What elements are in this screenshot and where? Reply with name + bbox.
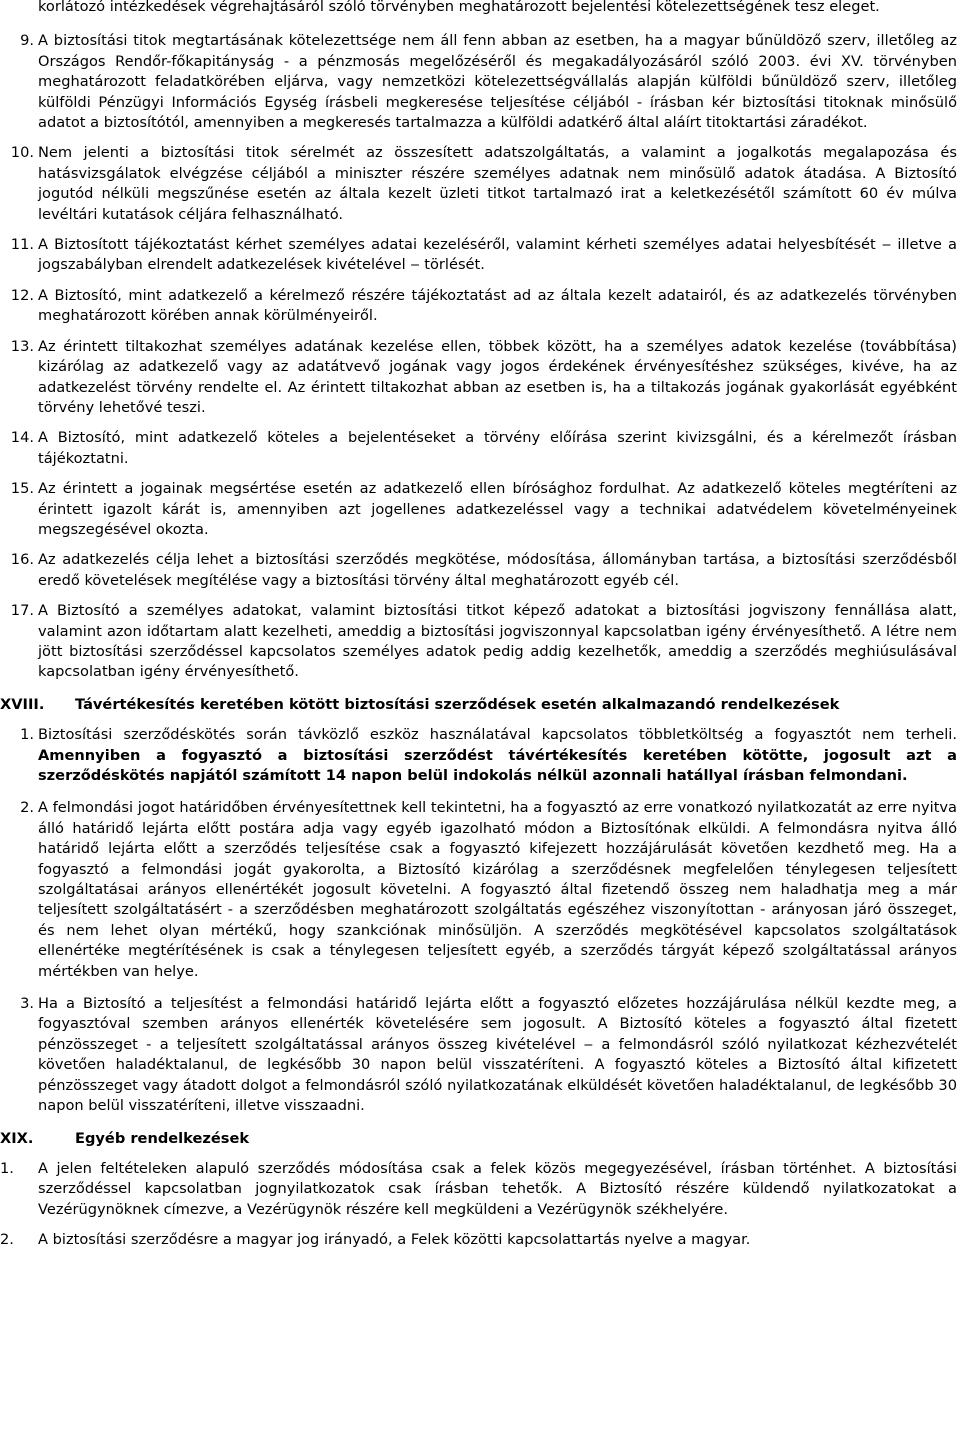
item-number: 2.: [20, 799, 34, 817]
item-number: 12.: [10, 286, 34, 304]
section-number: XVIII.: [0, 695, 45, 713]
section-number: XIX.: [0, 1129, 34, 1147]
section-title: Távértékesítés keretében kötött biztosítási szerződések esetén alkalmazandó rendelkezések: [75, 695, 840, 713]
item-number: 10.: [10, 144, 34, 162]
list-item: [0, 31, 957, 133]
list-item: [0, 1230, 957, 1250]
item-text: Az érintett tiltakozhat személyes adatának kezelése ellen, többek között, ha a személyes adatok kezelése (továbbítása) kizárólag az adatkezelő vagy az adatátvevő jogának vagy jogos érdekének érvényesítéshez szükséges, kivéve, ha az adatkezelést törvény rendelte el. Az érintett tiltakozhat abban az esetben is, ha a tiltakozás jogának gyakorlását egyébként törvény lehetővé teszi.: [38, 337, 957, 416]
item-number: 2.: [0, 1231, 14, 1249]
list-item: [0, 550, 957, 591]
item-number: 9.: [20, 32, 34, 50]
item-text: A Biztosító, mint adatkezelő köteles a bejelentéseket a törvény előírása szerint kivizsgálni, és a kérelmezőt írásban tájékoztatni.: [38, 429, 957, 467]
item-text: A biztosítási szerződésre a magyar jog irányadó, a Felek közötti kapcsolattartás nyelve a magyar.: [38, 1231, 751, 1249]
list-item: [0, 479, 957, 540]
section-heading: [0, 695, 957, 715]
item-number: 16.: [10, 551, 34, 569]
item-text-bold: Amennyiben a fogyasztó a biztosítási szerződést távértékesítés keretében kötötte, jogosult azt a szerződéskötés napjától számított 14 napon belül indokolás nélkül azonnali hatállyal írásban felmondani.: [38, 746, 957, 784]
item-text: A felmondási jogot határidőben érvényesítettnek kell tekintetni, ha a fogyasztó az erre vonatkozó nyilatkozatát az erre nyitva álló határidő lejárta előtt postára adja vagy egyéb igazolható módon a Biztosítónak elküldi. A felmondásra nyitva álló határidő lejárta előtt a szerződés teljesítése csak a fogyasztó kifejezett hozzájárulását követően kezdhető meg. Ha a fogyasztó a felmondási jogát gyakorolta, a Biztosító kizárólag a szerződésnek megfelelően ténylegesen teljesített szolgáltatásai arányos ellenértékét jogosult követelni. A fogyasztó által fizetendő összeg nem haladhatja meg a már teljesített szolgáltatásért - a szerződésben meghatározott szolgáltatás egészéhez viszonyítottan - arányosan járó összeget, és nem lehet olyan mértékű, hogy szankciónak minősüljön. A szerződés megkötésével kapcsolatos szolgáltatások ellenértéke megtérítésének is csak a ténylegesen teljesített egyéb, a szerződés tárgyát képező szolgáltatással arányos mértékben van helye.: [38, 799, 957, 980]
item-text: A Biztosító, mint adatkezelő a kérelmező részére tájékoztatást ad az általa kezelt adatairól, és az adatkezelés törvényben meghatározott körében annak körülményeiről.: [38, 286, 957, 325]
list-item: [0, 143, 957, 225]
item-text: [38, 725, 957, 786]
item-text: A jelen feltételeken alapuló szerződés módosítása csak a felek közös megegyezésével, írásban történhet. A biztosítási szerződéssel kapcsolatban jognyilatkozatok csak írásban tehetők. A Biztosító részére küldendő nyilatkozatokat a Vezérügynöknek címezve, a Vezérügynök részére kell megküldeni a Vezérügynök székhelyére.: [38, 1159, 957, 1218]
intro-paragraph: [0, 0, 957, 17]
item-number: 1.: [0, 1159, 14, 1177]
item-text: A biztosítási titok megtartásának kötelezettsége nem áll fenn abban az esetben, ha a magyar bűnüldöző szerv, illetőleg az Országos Rendőr-főkapitányság - a pénzmosás megelőzéséről és megakadályozásáról szóló 2003. évi XV. törvényben meghatározott feladatkörében eljárva, vagy nemzetközi kötelezettségvállalás alapján külföldi bűnüldöző szerv, illetőleg külföldi Pénzügyi Információs Egység írásbeli megkeresése teljesítése céljából - írásban kér biztosítási titoknak minősülő adatot a biztosítótól, amennyiben a megkeresés tartalmazza a külföldi adatkérő által aláírt titoktartási záradékot.: [38, 32, 957, 132]
item-text: Nem jelenti a biztosítási titok sérelmét az összesített adatszolgáltatás, a valamint a jogalkotás megalapozása és hatásvizsgálatok elvégzése céljából a miniszter részére személyes adatnak nem minősülő adatok átadása. A Biztosító jogutód nélküli megszűnése esetén az általa kezelt üzleti titkot tartalmazó irat a keletkezésétől számított 60 év múlva levéltári kutatások céljára felhasználható.: [38, 144, 957, 223]
list-item: [0, 1159, 957, 1220]
item-number: 17.: [10, 602, 34, 620]
list-item: [0, 428, 957, 469]
item-number: 3.: [20, 995, 34, 1013]
item-number: 11.: [10, 236, 34, 254]
list-item: [0, 994, 957, 1116]
list-item: [0, 235, 957, 276]
item-text: Az adatkezelés célja lehet a biztosítási szerződés megkötése, módosítása, állományban tartása, a biztosítási szerződésből eredő követelések megítélése vagy a biztosítási törvény által meghatározott egyéb cél.: [38, 551, 957, 589]
item-number: 14.: [10, 429, 34, 447]
item-text: A Biztosított tájékoztatást kérhet személyes adatai kezeléséről, valamint kérheti személyes adatai helyesbítését ‒ illetve a jogszabályban elrendelt adatkezelések kivételével ‒ törlését.: [38, 236, 957, 274]
item-number: 13.: [10, 337, 34, 355]
list-item: [0, 601, 957, 683]
item-text: A Biztosító a személyes adatokat, valamint biztosítási titkot képező adatokat a biztosítási jogviszony fennállása alatt, valamint azon időtartam alatt kezelheti, ameddig a biztosítási jogviszonnyal kapcsolatban igény érvényesíthető. A létre nem jött biztosítási szerződéssel kapcsolatos személyes adatok pedig addig kezelhetők, ameddig a szerződés meghiúsulásával kapcsolatban igény érvényesíthető.: [38, 602, 957, 681]
section-title: Egyéb rendelkezések: [75, 1129, 250, 1147]
list-item: [0, 286, 957, 327]
item-text: Ha a Biztosító a teljesítést a felmondási határidő lejárta előtt a fogyasztó előzetes hozzájárulása nélkül kezdte meg, a fogyasztóval szemben arányos ellenérték követelésére sem jogosult. A Biztosító köteles a fogyasztó által fizetett pénzösszeget - a teljesített szolgáltatással arányos összeg kivételével ‒ a felmondásról szóló nyilatkozat kézhezvételét követően haladéktalanul, de legkésőbb 30 napon belül visszatéríteni. A fogyasztó köteles a Biztosító által kifizetett pénzösszeget vagy átadott dolgot a felmondásról szóló nyilatkozatának elküldését követően haladéktalanul, de legkésőbb 30 napon belül visszatéríteni, illetve visszaadni.: [38, 995, 957, 1115]
item-text: Az érintett a jogainak megsértése esetén az adatkezelő ellen bírósághoz fordulhat. Az adatkezelő köteles megtéríteni az érintett igazolt kárát is, amennyiben azt jogellenes adatkezeléssel vagy a technikai adatvédelem követelményeinek megszegésével okozta.: [38, 480, 957, 538]
item-number: 1.: [20, 726, 34, 744]
list-item: [0, 725, 957, 786]
intro-text: korlátozó intézkedések végrehajtásáról szóló törvényben meghatározott bejelentési kötelezettségének tesz eleget.: [38, 0, 880, 15]
item-number: 15.: [10, 480, 34, 498]
section-heading: [0, 1129, 957, 1149]
list-item: [0, 337, 957, 419]
item-text-regular: Biztosítási szerződéskötés során távközlő eszköz használatával kapcsolatos többletköltség a fogyasztót nem terheli.: [38, 726, 957, 744]
list-item: [0, 798, 957, 982]
